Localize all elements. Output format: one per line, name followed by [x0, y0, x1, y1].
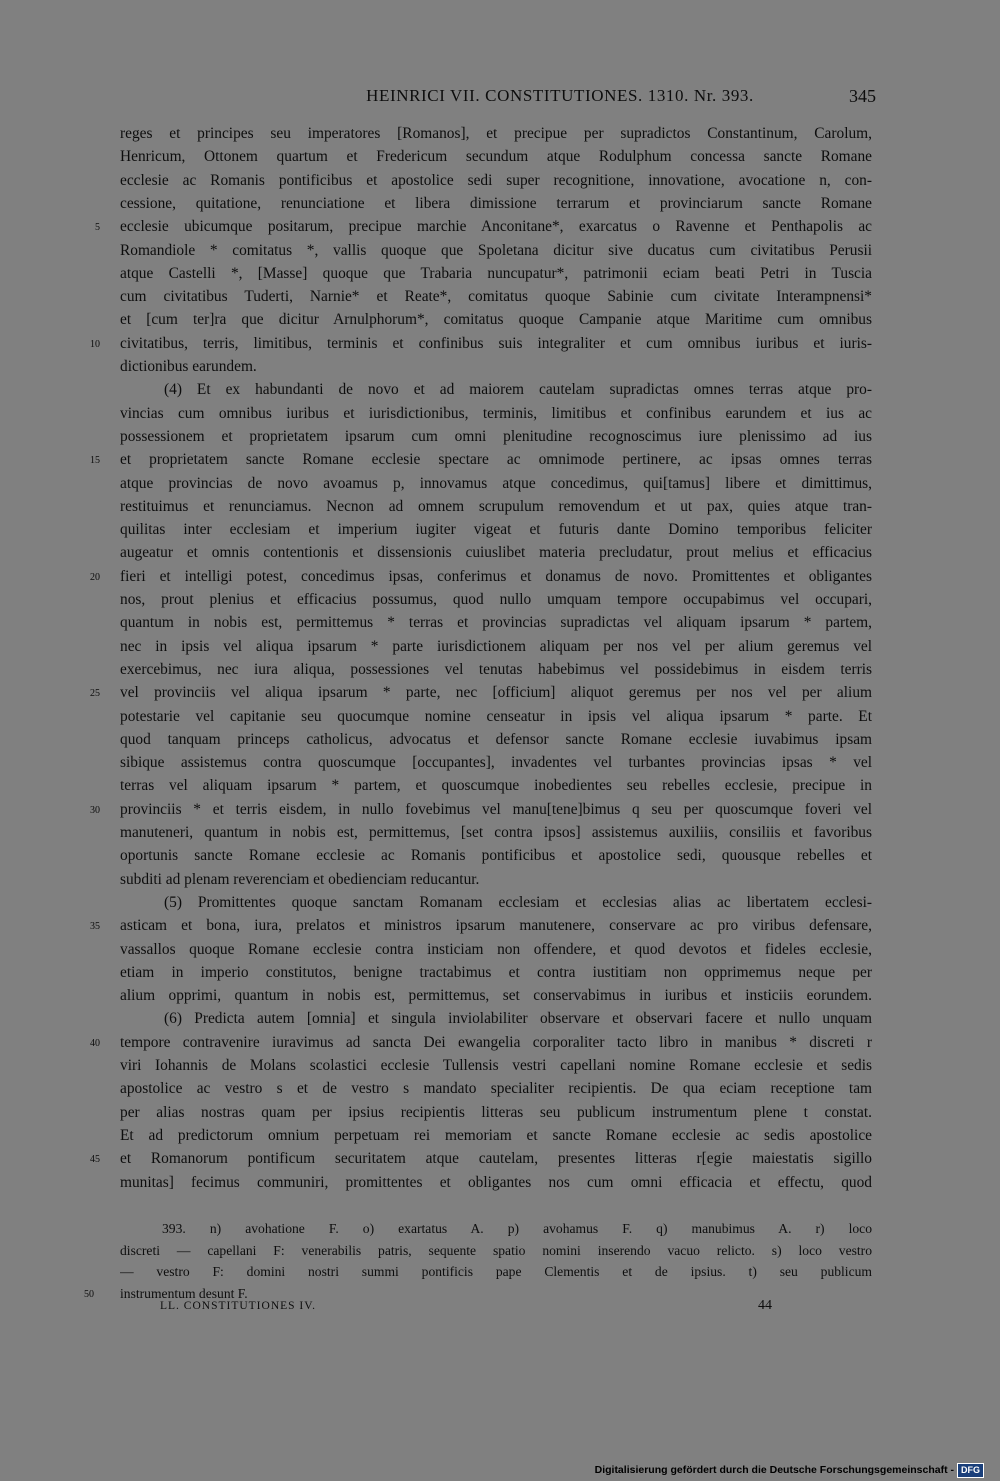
text-line: ecclesie ubicumque positarum, precipue marchie Anconitane*, exarcatus o Ravenne et Penthapolis ac [120, 218, 872, 236]
text-line: dictionibus earundem. [120, 358, 257, 375]
text-line: ecclesie ac Romanis pontificibus et apostolice sedi super recognitione, innovatione, avocatione n, con- [120, 171, 872, 189]
page-number: 345 [849, 86, 876, 106]
text-line: oportunis sancte Romane ecclesie ac Romanis pontificibus et apostolice sedi, quousque rebelles et [120, 847, 872, 865]
line-number: 30 [90, 804, 100, 816]
line-number: 45 [90, 1154, 100, 1166]
text-line: nos, prout plenius et efficacius possumus, quod nullo umquam tempore occupabimus vel occupari, [120, 591, 872, 608]
digitization-credit [595, 1463, 984, 1477]
line-number: 40 [90, 1037, 100, 1049]
text-line: atque provincias de novo avoamus p, innovamus atque concedimus, qui[tamus] libere et dimittimus, [120, 474, 872, 492]
text-line: possessionem et proprietatem ipsarum cum omni plenitudine recognoscimus iure plenissimo ad ius [120, 427, 872, 445]
line-number: 15 [90, 455, 100, 467]
text-line: Et ad predictorum omnium perpetuam rei memoriam et sancte Romane ecclesie ac sedis apostolice [120, 1126, 872, 1144]
line-number: 20 [90, 571, 100, 583]
text-line: cum civitatibus Tuderti, Narnie* et Reate*, comitatus quoque Sabinie cum civitate Interampnensi* [120, 288, 872, 306]
text-line: per alias nostras quam per ipsius recipientis litteras seu publicum instrumentum plene t constat. [120, 1103, 872, 1121]
signature-number: 44 [758, 1298, 772, 1313]
text-line: Romandiole * comitatus *, vallis quoque que Spoletana dicitur sive ducatus cum civitatibus Perusii [120, 241, 872, 259]
text-line: et proprietatem sancte Romane ecclesie spectare ac omnimode pertinere, ac ipsas omnes terras [120, 451, 872, 469]
text-line: quilitas inter ecclesiam et imperium iugiter vigeat et futuris dante Domino temporibus feliciter [120, 521, 872, 539]
line-number: 5 [95, 222, 100, 234]
text-line: quod tanquam princeps catholicus, advocatus et defensor sancte Romane ecclesie iuvabimus ipsam [120, 730, 872, 748]
dfg-logo[interactable]: DFG [957, 1463, 984, 1478]
signature-mark: LL. CONSTITUTIONES IV. [160, 1300, 316, 1312]
footnote-line: discreti — capellani F: venerabilis patris, sequente spatio nomini inserendo vacuo relicto. s) loco vestro [120, 1242, 872, 1258]
text-line: (4) Et ex habundanti de novo et ad maiorem cautelam supradictas omnes terras atque pro- [164, 381, 872, 399]
text-line: fieri et intelligi potest, concedimus ipsas, conferimus et donamus de novo. Promittentes et obligantes [120, 567, 872, 585]
text-line: (5) Promittentes quoque sanctam Romanam ecclesiam et ecclesias alias ac libertatem ecclesi- [164, 893, 872, 911]
text-line: (6) Predicta autem [omnia] et singula inviolabiliter observare et observari facere et nullo unquam [164, 1010, 872, 1028]
text-line: augeatur et omnis contentionis et dissensionis cuiuslibet materia precludatur, prout melius et efficacius [120, 544, 872, 562]
text-line: potestarie vel capitanie seu quocumque nomine censeatur in ipsis vel aliqua ipsarum * parte. Et [120, 707, 872, 725]
text-line: terras vel aliquam ipsarum * partem, et quoscumque inobedientes seu rebelles ecclesie, precipue in [120, 777, 872, 795]
text-line: vel provinciis vel aliqua ipsarum * parte, nec [officium] aliquot geremus per nos vel per alium [120, 684, 872, 702]
text-line: civitatibus, terris, limitibus, terminis et confinibus suis integraliter et cum omnibus iuribus et iuris- [120, 334, 872, 352]
line-number: 50 [84, 1288, 94, 1300]
text-line: sibique assistemus contra quoscumque [occupantes], invadentes vel turbantes provincias ipsas * vel [120, 754, 872, 772]
line-number: 25 [90, 688, 100, 700]
page-header [120, 86, 880, 110]
text-line: nec in ipsis vel aliqua ipsarum * parte iurisdictionem aliquam per nos vel per alium geremus vel [120, 637, 872, 655]
text-line: alium opprimi, quantum in nobis est, permittemus, set conservabimus in iuribus et insticiis eorundem. [120, 987, 872, 1005]
text-line: viri Iohannis de Molans scolastici ecclesie Tullensis vestri capellani nomine Romane ecclesie et sedis [120, 1057, 872, 1074]
text-line: reges et principes seu imperatores [Romanos], et precipue per supradictos Constantinum, Carolum, [120, 125, 872, 142]
text-line: cessione, quitatione, renunciatione et libera dimissione terrarum et provinciarum sancte Romane [120, 194, 872, 212]
text-line: restituimus et renunciamus. Necnon ad omnem scrupulum removendum et ut pax, quies atque tran- [120, 497, 872, 515]
text-line: Henricum, Ottonem quartum et Fredericum secundum atque Rodulphum concessa sancte Romane [120, 148, 872, 166]
line-number: 35 [90, 921, 100, 933]
credit-text: Digitalisierung gefördert durch die Deutsche Forschungsgemeinschaft - [594, 1464, 954, 1476]
text-line: et [cum ter]ra que dicitur Arnulphorum*, comitatus quoque Campanie atque Maritime cum omnibus [120, 311, 872, 329]
text-line: asticam et bona, iura, prelatos et ministros ipsarum manutenere, conservare ac pro viribus defensare, [120, 917, 872, 935]
footnote-line: instrumentum desunt F. [120, 1285, 248, 1301]
running-head: HEINRICI VII. CONSTITUTIONES. 1310. Nr. 393. [366, 86, 754, 105]
text-line: quantum in nobis est, permittemus * terras et provincias supradictas vel aliquam ipsarum * partem, [120, 614, 872, 632]
text-line: tempore contravenire iuravimus ad sancta Dei ewangelia corporaliter tacto libro in manibus * discreti r [120, 1033, 872, 1051]
text-line: atque Castelli *, [Masse] quoque que Trabaria nuncupatur*, patrimonii eciam beati Petri in Tuscia [120, 264, 872, 282]
text-line: vincias cum omnibus iuribus et iurisdictionibus, terminis, limitibus et confinibus earundem et ius ac [120, 404, 872, 422]
text-line: provinciis * et terris eisdem, in nullo fovebimus vel manu[tene]bimus q seu per quoscumque foveri vel [120, 800, 872, 818]
footnote-line: 393. n) avohatione F. o) exartatus A. p) avohamus F. q) manubimus A. r) loco [162, 1221, 872, 1236]
text-line: manuteneri, quantum in nobis est, permittemus, [set contra ipsos] assistemus auxiliis, consiliis et favoribus [120, 824, 872, 841]
text-line: et Romanorum pontificum securitatem atque cautelam, presentes litteras r[egie maiestatis sigillo [120, 1150, 872, 1168]
text-line: exercebimus, nec iura aliqua, possessiones vel tenutas habebimus vel possidebimus in eisdem terris [120, 660, 872, 678]
line-number: 10 [90, 338, 100, 350]
text-line: etiam in imperio constitutos, benigne tractabimus et contra iustitiam non opprimemus neque per [120, 963, 872, 981]
text-line: munitas] fecimus communiri, promittentes et obligantes nos cum omni efficacia et effectu, quod [120, 1173, 872, 1191]
footnote-line: — vestro F: domini nostri summi pontificis pape Clementis et de ipsius. t) seu publicum [120, 1264, 872, 1279]
text-line: vassallos quoque Romane ecclesie contra insticiam non offendere, et quod devotos et fideles ecclesie, [120, 940, 872, 958]
text-line: apostolice ac vestro s et de vestro s mandato specialiter recipientis. De qua eciam receptione tam [120, 1080, 872, 1098]
text-line: subditi ad plenam reverenciam et obedienciam reducantur. [120, 870, 480, 888]
